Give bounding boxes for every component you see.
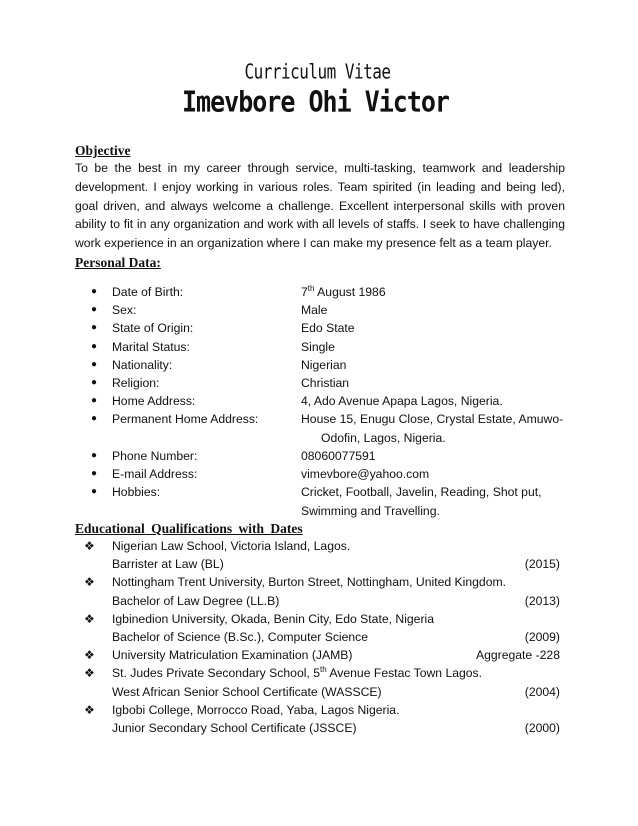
bullet-icon: ● bbox=[91, 322, 98, 334]
bullet-icon: ● bbox=[91, 486, 98, 498]
list-item bbox=[75, 465, 565, 483]
field-label: Religion: bbox=[112, 376, 160, 391]
list-item bbox=[75, 283, 565, 301]
bullet-icon: ● bbox=[91, 395, 98, 407]
bullet-icon: ● bbox=[91, 377, 98, 389]
list-item bbox=[75, 701, 560, 737]
bullet-icon: ● bbox=[91, 286, 98, 297]
diamond-bullet-icon: ❖ bbox=[84, 575, 95, 590]
field-label: Sex: bbox=[112, 303, 137, 318]
bullet-icon: ● bbox=[91, 449, 98, 461]
diamond-bullet-icon: ❖ bbox=[84, 611, 95, 626]
field-label: E-mail Address: bbox=[112, 467, 198, 482]
year: (2004) bbox=[524, 684, 560, 699]
bullet-icon: ● bbox=[91, 468, 98, 480]
diamond-bullet-icon: ❖ bbox=[84, 666, 95, 681]
diamond-bullet-icon: ❖ bbox=[84, 702, 95, 717]
list-item bbox=[75, 537, 560, 573]
personal-data-list bbox=[75, 283, 565, 521]
field-label: Home Address: bbox=[112, 394, 196, 409]
field-label: State of Origin: bbox=[112, 321, 194, 336]
field-value: Nigerian bbox=[301, 357, 347, 372]
list-item bbox=[75, 392, 565, 410]
list-item bbox=[75, 664, 560, 700]
list-item bbox=[75, 338, 565, 356]
institution: Igbobi College, Morrocco Road, Yaba, Lagos Nigeria. bbox=[112, 702, 400, 717]
education-list bbox=[75, 537, 560, 737]
candidate-name: Imevbore Ohi Victor bbox=[182, 84, 449, 119]
bullet-icon: ● bbox=[91, 340, 98, 352]
personal-data-heading: Personal Data: bbox=[75, 255, 161, 270]
list-item bbox=[75, 447, 565, 465]
list-item bbox=[75, 610, 560, 646]
field-value: House 15, Enugu Close, Crystal Estate, Amuwo- bbox=[301, 412, 564, 427]
field-label: Phone Number: bbox=[112, 448, 198, 463]
field-label: Nationality: bbox=[112, 357, 173, 372]
list-item bbox=[75, 646, 560, 664]
field-value: 4, Ado Avenue Apapa Lagos, Nigeria. bbox=[301, 394, 503, 409]
year: (2009) bbox=[524, 630, 560, 645]
education-heading: Educational Qualifications with Dates bbox=[75, 521, 303, 536]
field-value: 08060077591 bbox=[301, 448, 376, 463]
qualification: Bachelor of Science (B.Sc.), Computer Science bbox=[112, 630, 369, 645]
diamond-bullet-icon: ❖ bbox=[84, 539, 95, 553]
qualification: Barrister at Law (BL) bbox=[112, 557, 224, 572]
list-item bbox=[75, 301, 565, 319]
document-title: Curriculum Vitae bbox=[244, 59, 391, 84]
field-label: Permanent Home Address: bbox=[112, 412, 259, 427]
list-item bbox=[75, 410, 565, 446]
list-item bbox=[75, 573, 560, 609]
field-value: vimevbore@yahoo.com bbox=[301, 467, 430, 482]
field-value: Edo State bbox=[301, 321, 355, 336]
objective-text: To be the best in my career through service, multi-tasking, teamwork and leadership development. I enjoy working in various roles. Team spirited (in leading and being led), goal driven, and always welcome a challenge. Excellent interpersonal skills with proven ability to fit in any organization and work with all levels of staffs. I seek to have challenging work experience in an organization where I can make my presence felt as a team player. bbox=[75, 161, 565, 251]
field-value-continued: Swimming and Travelling. bbox=[301, 504, 440, 519]
objective-heading: Objective bbox=[75, 143, 131, 158]
bullet-icon: ● bbox=[91, 413, 98, 425]
aggregate-score: Aggregate -228 bbox=[475, 648, 560, 663]
qualification: West African Senior School Certificate (WASSCE) bbox=[112, 684, 382, 699]
field-value: 7th August 1986 bbox=[301, 283, 386, 299]
institution: Igbinedion University, Okada, Benin City, Edo State, Nigeria bbox=[112, 611, 435, 626]
year: (2000) bbox=[524, 721, 560, 736]
field-label: Marital Status: bbox=[112, 339, 190, 354]
field-value: Christian bbox=[301, 376, 350, 391]
objective-section bbox=[75, 143, 565, 253]
institution: St. Judes Private Secondary School, 5th Avenue Festac Town Lagos. bbox=[112, 665, 483, 681]
institution: Nottingham Trent University, Burton Street, Nottingham, United Kingdom. bbox=[112, 575, 507, 590]
year: (2015) bbox=[524, 557, 560, 572]
field-value-continued: Odofin, Lagos, Nigeria. bbox=[321, 430, 446, 445]
diamond-bullet-icon: ❖ bbox=[84, 648, 95, 663]
field-value: Male bbox=[301, 303, 328, 318]
personal-data-section bbox=[75, 255, 565, 521]
year: (2013) bbox=[524, 593, 560, 608]
field-value: Single bbox=[301, 339, 335, 354]
bullet-icon: ● bbox=[91, 358, 98, 370]
qualification: Bachelor of Law Degree (LL.B) bbox=[112, 593, 280, 608]
field-value: Cricket, Football, Javelin, Reading, Shot put, bbox=[301, 485, 542, 500]
list-item bbox=[75, 483, 565, 520]
field-label: Date of Birth: bbox=[112, 285, 184, 299]
list-item bbox=[75, 356, 565, 374]
bullet-icon: ● bbox=[91, 304, 98, 316]
field-label: Hobbies: bbox=[112, 485, 161, 500]
list-item bbox=[75, 374, 565, 392]
institution: University Matriculation Examination (JAMB) bbox=[112, 648, 353, 663]
qualification: Junior Secondary School Certificate (JSSCE) bbox=[112, 721, 357, 736]
list-item bbox=[75, 319, 565, 337]
cv-header bbox=[0, 59, 638, 119]
education-section bbox=[75, 521, 560, 737]
institution: Nigerian Law School, Victoria Island, Lagos. bbox=[112, 539, 351, 553]
